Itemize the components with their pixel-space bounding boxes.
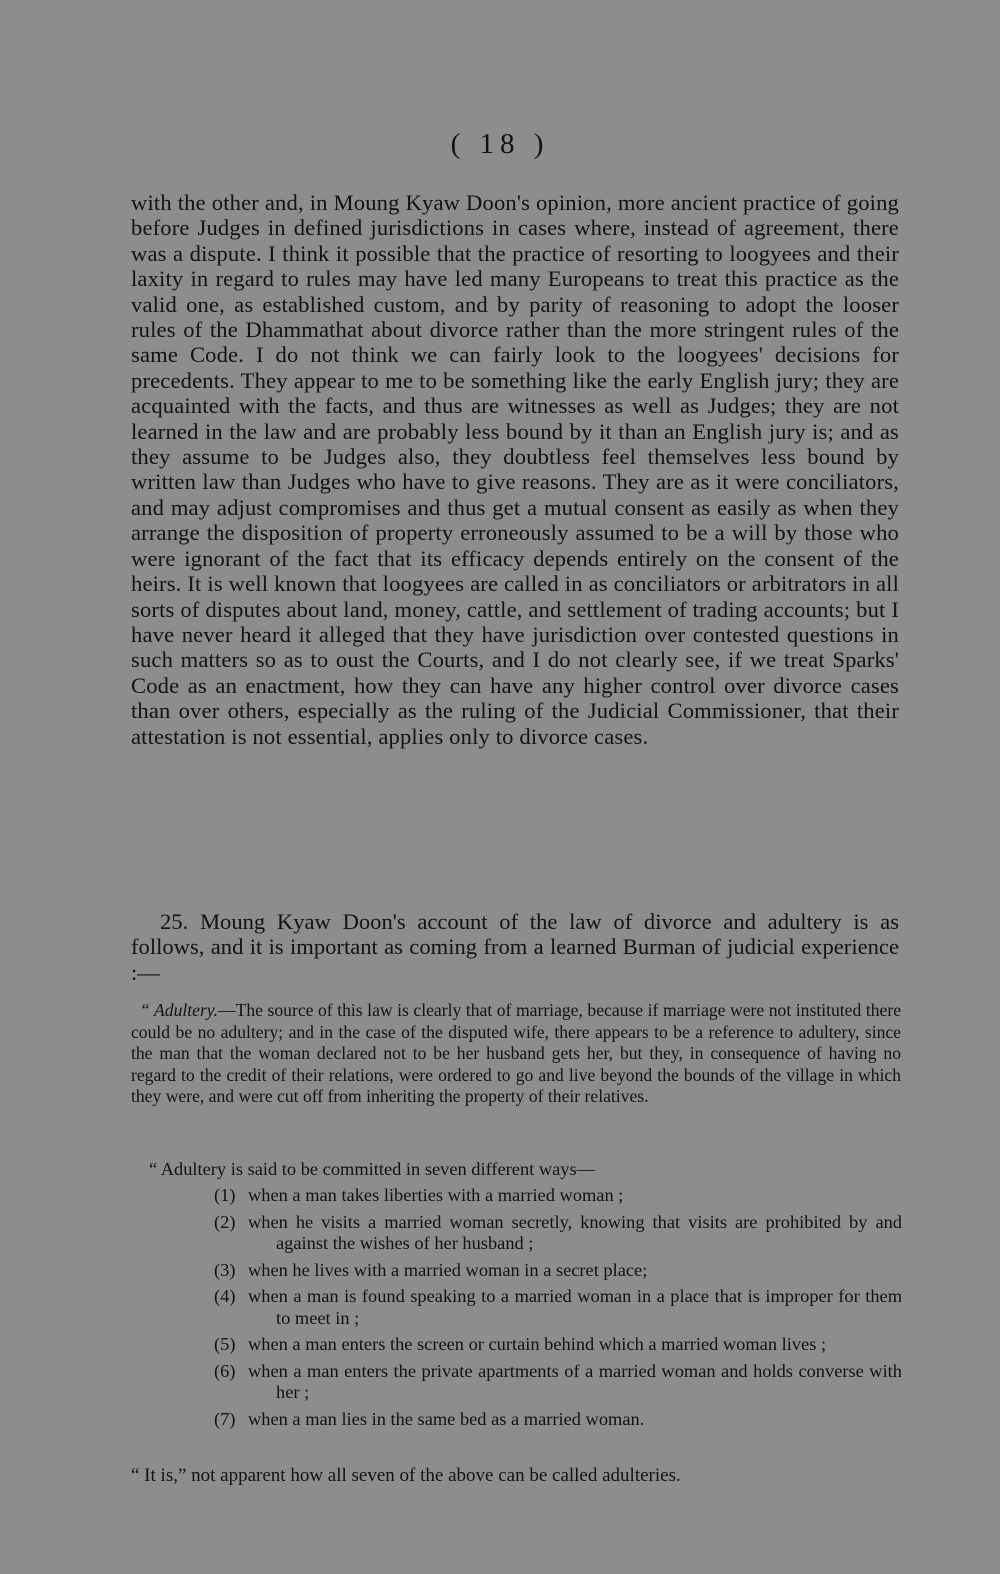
adultery-heading: “ Adultery. [140, 1000, 219, 1020]
list-item-text: when a man enters the private apartments of a married woman and holds converse with her ; [248, 1360, 902, 1402]
list-item-text: when he lives with a married woman in a secret place; [248, 1259, 648, 1280]
list-item-text: when a man lies in the same bed as a married woman. [248, 1408, 645, 1429]
list-item [214, 1185, 902, 1207]
paragraph-25: 25. Moung Kyaw Doon's account of the law of divorce and adultery is as follows, and it is important as coming from a learned Burman of judicial experience :— [131, 909, 899, 985]
adultery-quote-body: —The source of this law is clearly that of marriage, because if marriage were not instituted there could be no adultery; and in the case of the disputed wife, there appears to be a reference to adultery, since the man that the woman declared not to be her husband gets her, but they, in consequence of having no regard to the credit of their relations, were ordered to go and live beyond the bounds of the village in which they were, and were cut off from inheriting the property of their relatives. [131, 1000, 901, 1107]
adultery-quote [131, 1000, 901, 1108]
list-item-number: (5) [214, 1334, 236, 1354]
list-item [214, 1260, 902, 1282]
list-item-text: when a man is found speaking to a married woman in a place that is improper for them to meet in ; [248, 1286, 902, 1328]
list-item [214, 1361, 902, 1404]
list-item [214, 1409, 902, 1431]
main-paragraph: with the other and, in Moung Kyaw Doon's opinion, more ancient practice of going before Judges in defined jurisdictions in cases where, instead of agreement, there was a dispute. I think it possible that the practice of resorting to loogyees and their laxity in regard to rules may have led many Europeans to treat this practice as the valid one, as established custom, and by parity of reasoning to adopt the looser rules of the Dhammathat about divorce rather than the more stringent rules of the same Code. I do not think we can fairly look to the loogyees' decisions for precedents. They appear to me to be something like the early English jury; they are acquainted with the facts, and thus are witnesses as well as Judges; they are not learned in the law and are probably less bound by it than an English jury is; and as they assume to be Judges also, they doubtless feel themselves less bound by written law than Judges who have to give reasons. They are as it were conciliators, and may adjust compromises and thus get a mutual consent as easily as when they arrange the disposition of property erroneously assumed to be a will by those who were ignorant of the fact that its efficacy depends entirely on the consent of the heirs. It is well known that loogyees are called in as conciliators or arbitrators in all sorts of disputes about land, money, cattle, and settlement of trading accounts; but I have never heard it alleged that they have jurisdiction over contested questions in such matters so as to oust the Courts, and I do not clearly see, if we treat Sparks' Code as an enactment, how they can have any higher control over divorce cases than over others, especially as the ruling of the Judicial Commissioner, that their attestation is not essential, applies only to divorce cases. [131, 190, 899, 749]
ways-intro: “ Adultery is said to be committed in seven different ways— [149, 1159, 596, 1179]
list-item-text: when he visits a married woman secretly, knowing that visits are prohibited by and against the wishes of her husband ; [248, 1211, 902, 1253]
list-item-number: (2) [214, 1211, 236, 1232]
list-item-number: (6) [214, 1360, 236, 1381]
list-item [214, 1212, 902, 1255]
list-item [214, 1286, 902, 1329]
list-item-text: when a man takes liberties with a married woman ; [248, 1185, 624, 1205]
closing-remark: “ It is,” not apparent how all seven of the above can be called adulteries. [131, 1465, 681, 1486]
list-item-number: (3) [214, 1259, 236, 1280]
list-item-number: (1) [214, 1185, 236, 1205]
list-item-number: (4) [214, 1286, 236, 1306]
list-item-number: (7) [214, 1408, 236, 1429]
ways-list [214, 1185, 902, 1435]
page-number: ( 18 ) [450, 128, 550, 160]
list-item-text: when a man enters the screen or curtain behind which a married woman lives ; [248, 1334, 827, 1354]
list-item [214, 1334, 902, 1356]
